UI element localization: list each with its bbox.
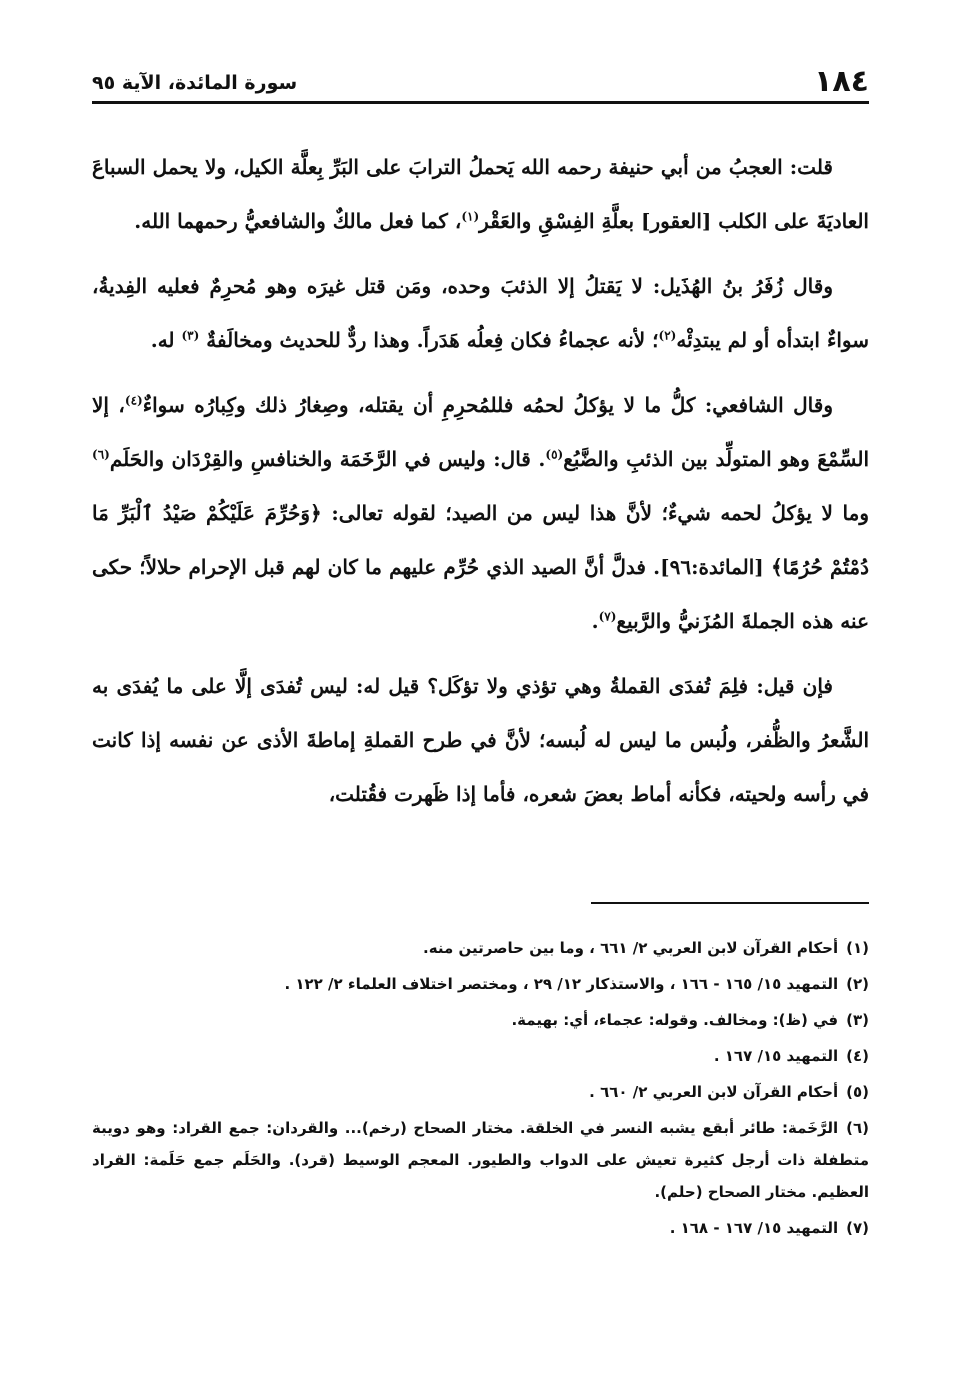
- footnote-reference: (٢): [658, 328, 677, 343]
- footnote-reference: (٧): [598, 609, 617, 624]
- body-paragraph: [92, 378, 869, 648]
- paragraph-text: له.: [150, 328, 182, 352]
- footnote: [92, 1112, 869, 1208]
- footnote-reference: (٤): [124, 393, 143, 408]
- footnote: [92, 1004, 869, 1036]
- paragraph-text: ، كما فعل مالكٌ والشافعيُّ رحمهما الله.: [134, 209, 462, 233]
- footnote-number: (٥): [846, 1083, 869, 1101]
- body-paragraph: [92, 140, 869, 248]
- footnote: [92, 932, 869, 964]
- paragraph-text: وقال زُفَرُ بنُ الهُذَيل: لا يَقتلُ إلا الذئبَ وحده، ومَن قتل غيرَه وهو مُحرِمٌ فعليه الفِديةُ، سواءٌ ابتدأه أو لم يبتدِئْه: [92, 274, 869, 352]
- paragraph-text: وقال الشافعي: كلُّ ما لا يؤكلُ لحمُه فللمُحرِمِ أن يقتله، وصِغارُ ذلك وكِبارُه سواءٌ: [142, 393, 833, 417]
- footnote-text: أحكام القرآن لابن العربي ٢/ ٦٦١ ، وما بين حاصرتين منه.: [423, 939, 839, 957]
- paragraph-text: قلت: العجبُ من أبي حنيفة رحمه الله يَحملُ الترابَ على البَرِّ بِعلَّة الكيل، ولا يحمل السباعَ العاديَةَ على الكلب [العقور] بعلَّةِ الفِسْقِ والعَقْر: [92, 155, 869, 233]
- footnote-separator: [591, 902, 869, 904]
- page-header: [92, 64, 869, 100]
- paragraph-text: .: [591, 609, 599, 633]
- paragraph-text: فإن قيل: فلِمَ تُفدَى القملةُ وهي تؤذي ولا تؤكَل؟ قيل له: ليس تُفدَى إلَّا على ما يُفدَى به الشَّعرُ والظُّفر، ولُبس ما ليس له لُبسه؛ لأنَّ في طرح القملةِ إماطةَ الأذى عن نفسه إذا كانت في رأسه ولحيته، فكأنه أماط بعضَ شعره، فأما إذا ظَهرت فقُتلت،: [92, 674, 869, 806]
- header-rule: [92, 101, 869, 104]
- footnote-number: (٢): [846, 975, 869, 993]
- footnote-number: (٤): [846, 1047, 869, 1065]
- footnote: [92, 1040, 869, 1072]
- footnote: [92, 968, 869, 1000]
- paragraph-text: ، إلا السِّمْعَ وهو المتولِّد بين الذئبِ والضَّبُع: [92, 393, 869, 471]
- footnote: [92, 1076, 869, 1108]
- body-paragraph: [92, 659, 869, 821]
- footnotes-list: [92, 932, 869, 1248]
- footnote-text: الرَّخَمة: طائر أبقع يشبه النسر في الخلقة. مختار الصحاح (رخم)... والقردان: جمع القراد: وهو دويبة متطفلة ذات أرجل كثيرة تعيش على الدواب والطيور. المعجم الوسيط (قرد). والحَلَم جمع حَلَمة: القراد العظيم. مختار الصحاح (حلم).: [92, 1119, 869, 1201]
- footnote-reference: (٦): [92, 447, 110, 462]
- paragraph-text: وما لا يؤكلُ لحمه شيءٌ؛ لأنَّ هذا ليس من الصيد؛ لقوله تعالى:: [321, 501, 869, 525]
- footnote-number: (٣): [846, 1011, 869, 1029]
- footnote-reference: (٣): [181, 328, 200, 343]
- footnote-reference: (١): [461, 209, 480, 224]
- footnote: [92, 1212, 869, 1244]
- footnote-text: في (ظ): ومخالف. وقوله: عجماء، أي: بهيمة.: [511, 1011, 839, 1029]
- body-paragraph: [92, 259, 869, 367]
- footnote-text: التمهيد ١٥/ ١٦٧ - ١٦٨ .: [669, 1219, 839, 1237]
- running-head: سورة المائدة، الآية ٩٥: [92, 72, 298, 94]
- footnote-reference: (٥): [545, 447, 564, 462]
- footnote-text: التمهيد ١٥/ ١٦٧ .: [713, 1047, 839, 1065]
- quran-verse: ﴿وَحُرِّمَ عَلَيْكُمْ صَيْدُ ٱلْبَرِّ مَا دُمْتُمْ حُرُمًا﴾: [92, 501, 869, 579]
- footnote-number: (٦): [846, 1119, 869, 1137]
- paragraph-text: [المائدة:٩٦]. فدلَّ أنَّ الصيد الذي حُرِّم عليهم ما كان لهم قبل الإحرام حلالاً؛ حكى عنه هذه الجملةَ المُزَنيُّ والرَّبيع: [92, 555, 869, 633]
- footnote-text: أحكام القرآن لابن العربي ٢/ ٦٦٠ .: [589, 1083, 839, 1101]
- main-text: [92, 140, 869, 832]
- footnote-number: (١): [846, 939, 869, 957]
- footnote-number: (٧): [846, 1219, 869, 1237]
- page-number: ١٨٤: [814, 64, 869, 99]
- paragraph-text: . قال: وليس في الرَّخَمَة والخنافسِ والقِرْدَان والحَلَم: [109, 447, 546, 471]
- footnote-text: التمهيد ١٥/ ١٦٥ - ١٦٦ ، والاستذكار ١٢/ ٢٩ ، ومختصر اختلاف العلماء ٢/ ١٢٢ .: [284, 975, 839, 993]
- paragraph-text: ؛ لأنه عجماءُ فكان فِعلُه هَدَراً. وهذا ردٌّ للحديث ومخالَفةٌ: [199, 328, 659, 352]
